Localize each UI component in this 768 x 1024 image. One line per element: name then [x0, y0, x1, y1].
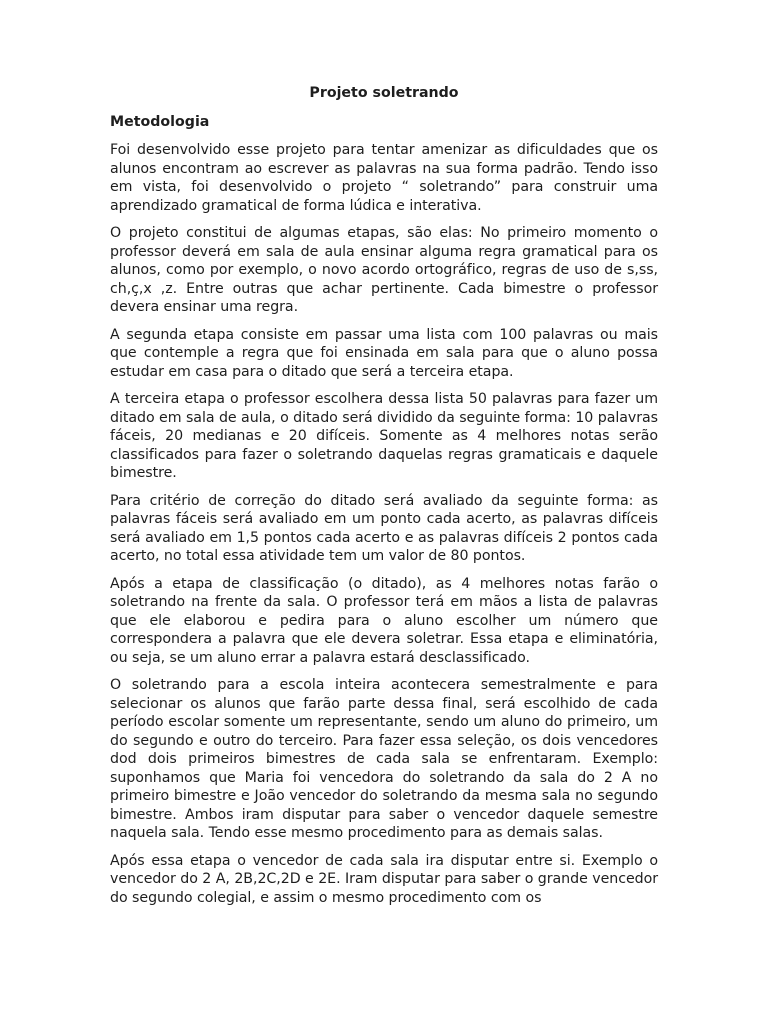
paragraph-introduction: Foi desenvolvido esse projeto para tentar amenizar as dificuldades que os alunos encontram ao escrever as palavras na sua forma padrão. Tendo isso em vista, foi desenvolvido o projeto “ soletrando” para construir uma aprendizado gramatical de forma lúdica e interativa. — [110, 142, 658, 214]
paragraph-etapas: O projeto constitui de algumas etapas, são elas: No primeiro momento o professor deverá em sala de aula ensinar alguma regra gramatical para os alunos, como por exemplo, o novo acordo ortográfico, regras de uso de s,ss, ch,ç,x ,z. Entre outras que achar pertinente. Cada bimestre o professor devera ensinar uma regra. — [110, 225, 658, 315]
paragraph-escola-inteira: O soletrando para a escola inteira acontecera semestralmente e para selecionar os alunos que farão parte dessa final, será escolhido de cada período escolar somente um representante, sendo um aluno do primeiro, um do segundo e outro do terceiro. Para fazer essa seleção, os dois vencedores dod dois primeiros bimestres de cada sala se enfrentaram. Exemplo: suponhamos que Maria foi vencedora do soletrando da sala do 2 A no primeiro bimestre e João vencedor do soletrando da mesma sala no segundo bimestre. Ambos iram disputar para saber o vencedor daquele semestre naquela sala. Tendo esse mesmo procedimento para as demais salas. — [110, 677, 658, 841]
paragraph-criterio-correcao: Para critério de correção do ditado será avaliado da seguinte forma: as palavras fáceis será avaliado em um ponto cada acerto, as palavras difíceis será avaliado em 1,5 pontos cada acerto e as palavras difíceis 2 pontos cada acerto, no total essa atividade tem um valor de 80 pontos. — [110, 492, 658, 564]
paragraph-terceira-etapa: A terceira etapa o professor escolhera dessa lista 50 palavras para fazer um ditado em sala de aula, o ditado será dividido da seguinte forma: 10 palavras fáceis, 20 medianas e 20 difíceis. Somente as 4 melhores notas serão classificados para fazer o soletrando daquelas regras gramaticais e daquele bimestre. — [110, 391, 658, 481]
paragraph-segunda-etapa: A segunda etapa consiste em passar uma lista com 100 palavras ou mais que contemple a regra que foi ensinada em sala para que o aluno possa estudar em casa para o ditado que será a terceira etapa. — [110, 326, 658, 380]
section-heading-metodologia: Metodologia — [110, 113, 210, 130]
paragraph-classificacao: Após a etapa de classificação (o ditado), as 4 melhores notas farão o soletrando na frente da sala. O professor terá em mãos a lista de palavras que ele elaborou e pedira para o aluno escolher um número que correspondera a palavra que ele devera soletrar. Essa etapa e eliminatória, ou seja, se um aluno errar a palavra estará desclassificado. — [110, 575, 658, 666]
paragraph-disputa-salas: Após essa etapa o vencedor de cada sala ira disputar entre si. Exemplo o vencedor do 2 A, 2B,2C,2D e 2E. Iram disputar para saber o grande vencedor do segundo colegial, e assim o mesmo procedimento com os — [110, 852, 658, 906]
document-title: Projeto soletrando — [309, 85, 459, 101]
document-page — [110, 84, 658, 916]
